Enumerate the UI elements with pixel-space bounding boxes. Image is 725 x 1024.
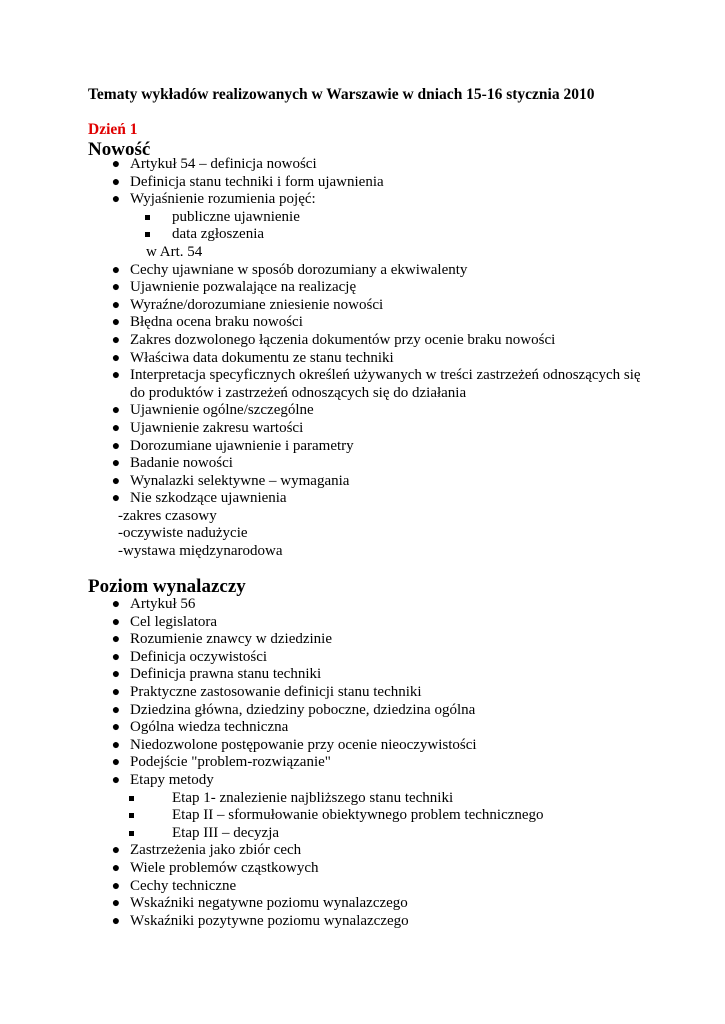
list-item-text: Ujawnienie zakresu wartości — [130, 419, 304, 436]
list-item — [0, 878, 725, 896]
list-item-text: Zastrzeżenia jako zbiór cech — [130, 842, 302, 859]
square-bullet-icon — [129, 796, 134, 801]
section-heading-nowosc: Nowość — [88, 139, 151, 160]
list-item-text: Praktyczne zastosowanie definicji stanu techniki — [130, 683, 422, 700]
bullet-dot-icon: ● — [111, 192, 121, 208]
bullet-dot-icon: ● — [111, 473, 121, 489]
list-item — [0, 807, 725, 825]
list-item-text: Dorozumiane ujawnienie i parametry — [130, 437, 354, 454]
list-item — [0, 350, 725, 368]
list-item — [0, 631, 725, 649]
list-item-text: Etap II – sformułowanie obiektywnego problem technicznego — [172, 807, 544, 824]
bullet-dot-icon: ● — [111, 157, 121, 172]
list-item-text: Definicja oczywistości — [130, 648, 268, 665]
bullet-dot-icon: ● — [111, 438, 121, 454]
list-item-text: Wskaźniki negatywne poziomu wynalazczego — [130, 895, 408, 912]
list-item — [0, 174, 725, 192]
list-item — [0, 895, 725, 913]
list-item — [0, 754, 725, 772]
section-list-nowosc — [0, 156, 725, 561]
list-item — [0, 262, 725, 280]
list-item — [0, 473, 725, 491]
list-item-text: Ujawnienie ogólne/szczególne — [130, 402, 314, 419]
list-item — [0, 226, 725, 244]
list-item — [0, 385, 725, 403]
square-bullet-icon — [145, 232, 150, 237]
list-item-text: Niedozwolone postępowanie przy ocenie nieoczywistości — [130, 736, 477, 753]
list-item — [0, 614, 725, 632]
list-item — [0, 156, 725, 174]
bullet-dot-icon: ● — [111, 174, 121, 190]
list-item — [0, 332, 725, 350]
list-item — [0, 297, 725, 315]
list-item-text: Wynalazki selektywne – wymagania — [130, 472, 350, 489]
list-item — [0, 543, 725, 561]
list-item-text: Artykuł 54 – definicja nowości — [130, 156, 317, 172]
list-item-text: -oczywiste nadużycie — [118, 525, 248, 542]
bullet-dot-icon: ● — [111, 403, 121, 419]
section-heading-poziom-wynalazczy: Poziom wynalazczy — [88, 576, 246, 597]
list-item — [0, 244, 725, 262]
bullet-dot-icon: ● — [111, 755, 121, 771]
list-item — [0, 490, 725, 508]
list-item-text: -zakres czasowy — [118, 507, 217, 524]
square-bullet-icon — [129, 813, 134, 818]
bullet-dot-icon: ● — [111, 280, 121, 296]
list-item — [0, 790, 725, 808]
bullet-dot-icon: ● — [111, 684, 121, 700]
list-item — [0, 737, 725, 755]
list-item — [0, 684, 725, 702]
list-item — [0, 702, 725, 720]
list-item — [0, 438, 725, 456]
list-item-text: -wystawa międzynarodowa — [118, 543, 283, 560]
bullet-dot-icon: ● — [111, 702, 121, 718]
list-item — [0, 402, 725, 420]
list-item-text: data zgłoszenia — [172, 226, 265, 243]
bullet-dot-icon: ● — [111, 597, 121, 612]
list-item-text: Interpretacja specyficznych określeń używanych w treści zastrzeżeń odnoszących się — [130, 367, 641, 384]
list-item — [0, 191, 725, 209]
list-item — [0, 825, 725, 843]
list-item — [0, 367, 725, 385]
bullet-dot-icon: ● — [111, 772, 121, 788]
bullet-dot-icon: ● — [111, 649, 121, 665]
bullet-dot-icon: ● — [111, 667, 121, 683]
bullet-dot-icon: ● — [111, 262, 121, 278]
bullet-dot-icon: ● — [111, 632, 121, 648]
list-item-text: w Art. 54 — [146, 243, 203, 260]
list-item-text: Definicja stanu techniki i form ujawnienia — [130, 173, 384, 190]
bullet-dot-icon: ● — [111, 843, 121, 859]
document-title: Tematy wykładów realizowanych w Warszawie w dniach 15-16 stycznia 2010 — [88, 86, 595, 103]
bullet-dot-icon: ● — [111, 456, 121, 472]
day-label: Dzień 1 — [88, 121, 138, 138]
bullet-dot-icon: ● — [111, 491, 121, 507]
bullet-dot-icon: ● — [111, 315, 121, 331]
list-item-text: Artykuł 56 — [130, 596, 196, 612]
list-item-text: Cechy techniczne — [130, 877, 237, 894]
list-item — [0, 913, 725, 931]
list-item-text: Etapy metody — [130, 771, 214, 788]
list-item — [0, 209, 725, 227]
list-item — [0, 279, 725, 297]
list-item-text: Definicja prawna stanu techniki — [130, 666, 322, 683]
list-item-text: Ogólna wiedza techniczna — [130, 719, 289, 736]
list-item-text: publiczne ujawnienie — [172, 208, 300, 225]
list-item-text: Etap 1- znalezienie najbliższego stanu techniki — [172, 789, 454, 806]
list-item-text: Etap III – decyzja — [172, 824, 280, 841]
bullet-dot-icon: ● — [111, 614, 121, 630]
list-item — [0, 420, 725, 438]
list-item-text: Wskaźniki pozytywne poziomu wynalazczego — [130, 912, 409, 929]
bullet-dot-icon: ● — [111, 878, 121, 894]
square-bullet-icon — [145, 215, 150, 220]
bullet-dot-icon: ● — [111, 368, 121, 384]
list-item-text: Zakres dozwolonego łączenia dokumentów przy ocenie braku nowości — [130, 331, 556, 348]
square-bullet-icon — [129, 831, 134, 836]
list-item — [0, 719, 725, 737]
list-item — [0, 860, 725, 878]
list-item-text: Właściwa data dokumentu ze stanu techniki — [130, 349, 394, 366]
bullet-dot-icon: ● — [111, 350, 121, 366]
list-item — [0, 772, 725, 790]
bullet-dot-icon: ● — [111, 860, 121, 876]
bullet-dot-icon: ● — [111, 737, 121, 753]
list-item-text: Badanie nowości — [130, 455, 233, 472]
list-item — [0, 314, 725, 332]
section-list-poziom-wynalazczy — [0, 596, 725, 930]
list-item — [0, 455, 725, 473]
list-item-text: Wyjaśnienie rozumienia pojęć: — [130, 191, 316, 208]
list-item — [0, 525, 725, 543]
list-item-text: do produktów i zastrzeżeń odnoszących się do działania — [130, 384, 467, 401]
bullet-dot-icon: ● — [111, 332, 121, 348]
list-item-text: Wiele problemów cząstkowych — [130, 859, 319, 876]
list-item-text: Wyraźne/dorozumiane zniesienie nowości — [130, 296, 384, 313]
list-item-text: Błędna ocena braku nowości — [130, 314, 303, 331]
list-item-text: Podejście "problem-rozwiązanie" — [130, 754, 331, 771]
list-item — [0, 649, 725, 667]
list-item-text: Nie szkodzące ujawnienia — [130, 490, 287, 507]
bullet-dot-icon: ● — [111, 420, 121, 436]
bullet-dot-icon: ● — [111, 896, 121, 912]
bullet-dot-icon: ● — [111, 913, 121, 929]
list-item-text: Cechy ujawniane w sposób dorozumiany a ekwiwalenty — [130, 261, 468, 278]
list-item — [0, 666, 725, 684]
list-item — [0, 508, 725, 526]
list-item — [0, 596, 725, 614]
bullet-dot-icon: ● — [111, 297, 121, 313]
list-item-text: Rozumienie znawcy w dziedzinie — [130, 631, 333, 648]
list-item-text: Dziedzina główna, dziedziny poboczne, dziedzina ogólna — [130, 701, 476, 718]
list-item — [0, 842, 725, 860]
list-item-text: Ujawnienie pozwalające na realizację — [130, 279, 357, 296]
list-item-text: Cel legislatora — [130, 613, 218, 630]
bullet-dot-icon: ● — [111, 720, 121, 736]
